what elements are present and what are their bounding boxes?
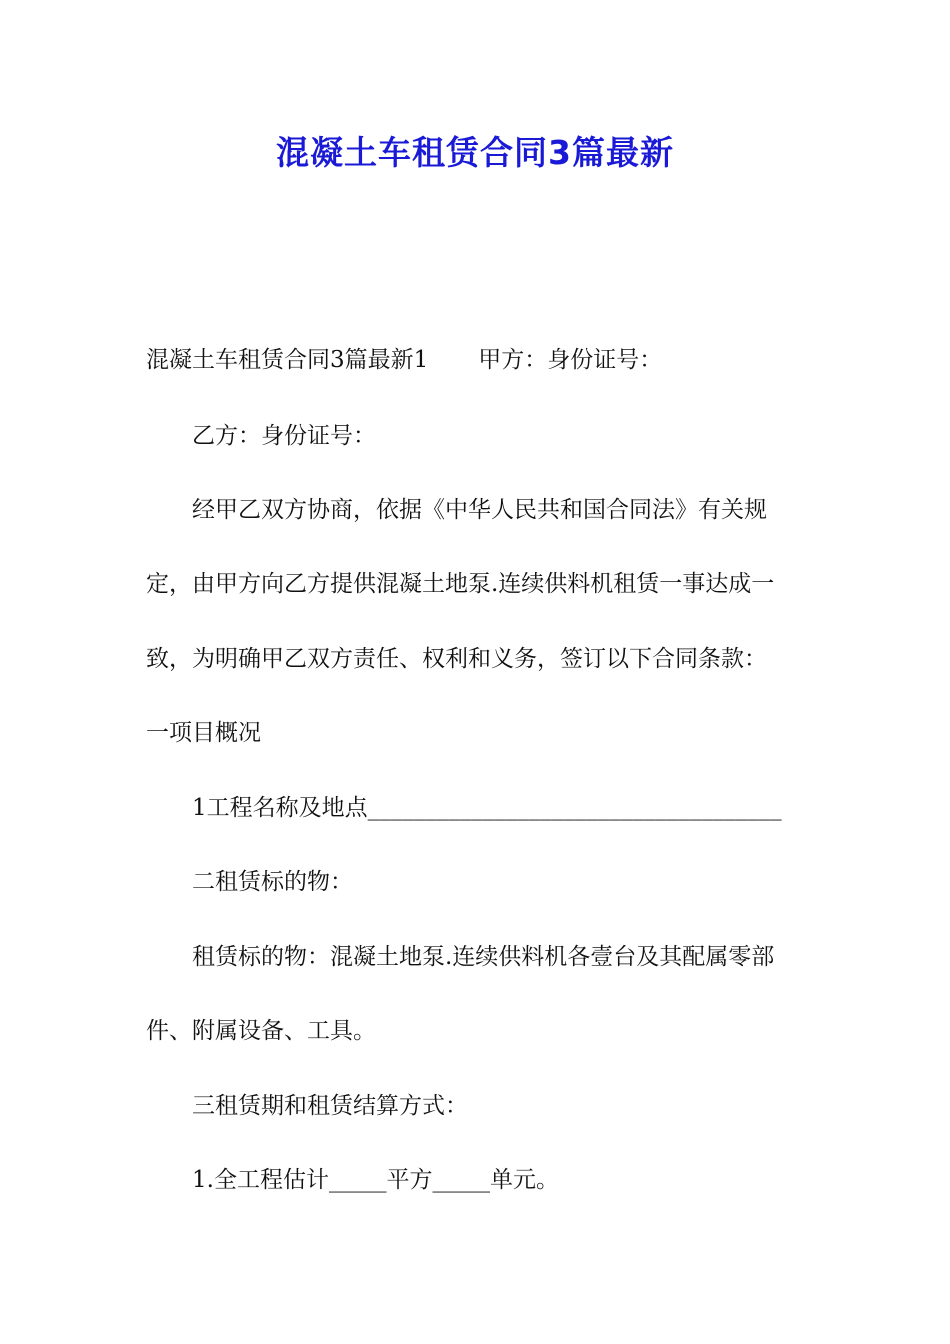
section-heading: 二租赁标的物： [192, 869, 353, 895]
paragraph-line: 经甲乙双方协商，依据《中华人民共和国合同法》有关规 [192, 497, 767, 523]
paragraph-line: 定，由甲方向乙方提供混凝土地泵.连续供料机租赁一事达成一 [146, 571, 775, 597]
section-heading: 三租赁期和租赁结算方式： [192, 1093, 468, 1119]
paragraph-heading-line [146, 344, 816, 376]
paragraph-line: 1工程名称及地点____________________________________ [192, 795, 782, 821]
paragraph-line: 致，为明确甲乙双方责任、权利和义务，签订以下合同条款： [146, 646, 767, 672]
party-a-field: 甲方：身份证号： [478, 347, 663, 373]
paragraph-line: 件、附属设备、工具。 [146, 1018, 376, 1044]
paragraph-line: 1.全工程估计_____平方_____单元。 [192, 1167, 559, 1193]
document-title: 混凝土车租赁合同3篇最新 [276, 133, 674, 172]
paragraph-line: 租赁标的物：混凝土地泵.连续供料机各壹台及其配属零部 [192, 944, 775, 970]
section-heading: 一项目概况 [146, 720, 261, 746]
party-b-field: 乙方：身份证号： [192, 423, 376, 449]
section-heading: 混凝土车租赁合同3篇最新1 [146, 347, 429, 373]
